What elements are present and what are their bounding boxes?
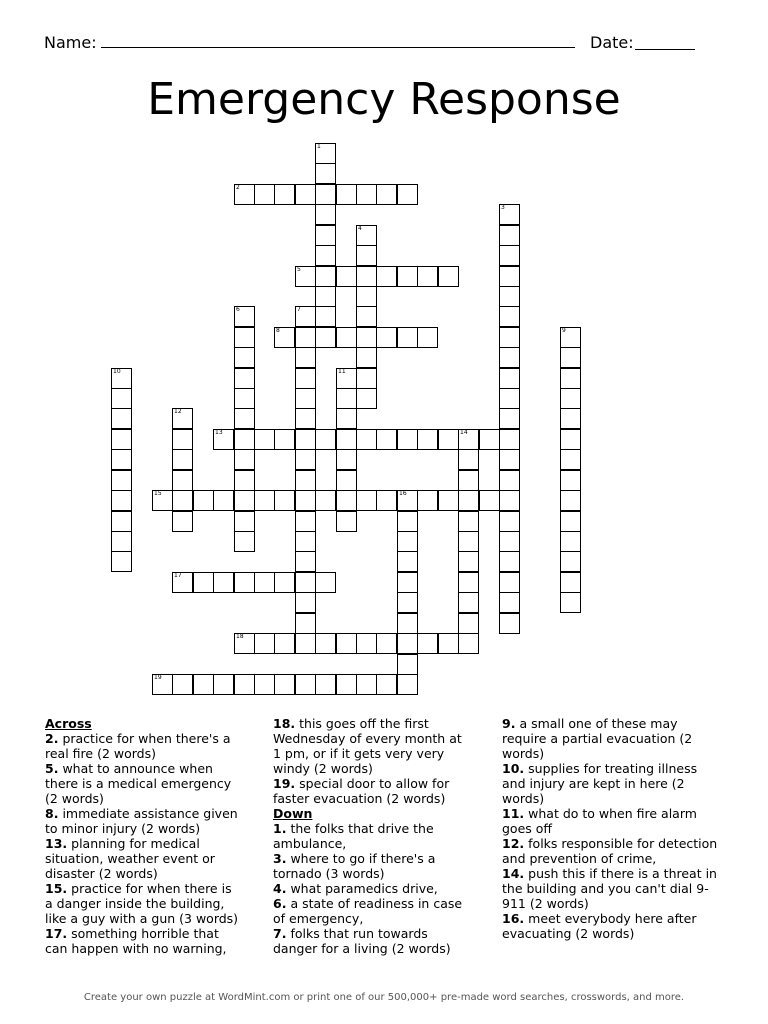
date-label: Date: bbox=[590, 33, 634, 52]
crossword-cell[interactable] bbox=[336, 408, 357, 429]
clue-number: 9. bbox=[502, 716, 516, 731]
crossword-cell[interactable] bbox=[111, 388, 132, 409]
crossword-cell[interactable] bbox=[560, 511, 581, 532]
crossword-cell[interactable] bbox=[336, 184, 357, 205]
crossword-cell[interactable] bbox=[397, 531, 418, 552]
crossword-cell[interactable] bbox=[111, 511, 132, 532]
crossword-cell[interactable] bbox=[560, 572, 581, 593]
crossword-cell[interactable] bbox=[417, 327, 438, 348]
clue-number: 3. bbox=[273, 851, 287, 866]
clue-down-4 bbox=[273, 881, 473, 896]
clue-across-19 bbox=[273, 776, 473, 806]
crossword-cell[interactable] bbox=[295, 511, 316, 532]
clue-number-label: 8 bbox=[276, 327, 280, 334]
clue-number-label: 1 bbox=[317, 143, 321, 150]
crossword-cell[interactable] bbox=[499, 429, 520, 450]
clue-number: 14. bbox=[502, 866, 525, 881]
crossword-cell[interactable] bbox=[295, 633, 316, 654]
clue-number-label: 18 bbox=[236, 633, 244, 640]
clue-number-label: 3 bbox=[501, 204, 505, 211]
crossword-cell[interactable] bbox=[397, 572, 418, 593]
crossword-cell[interactable] bbox=[336, 674, 357, 695]
clues-column-3 bbox=[502, 716, 718, 941]
crossword-cell[interactable] bbox=[234, 388, 255, 409]
clue-down-14 bbox=[502, 866, 718, 911]
clue-down-9 bbox=[502, 716, 718, 761]
crossword-cell[interactable] bbox=[417, 490, 438, 511]
crossword-cell[interactable] bbox=[295, 551, 316, 572]
clue-number-label: 4 bbox=[358, 225, 362, 232]
clue-number: 1. bbox=[273, 821, 287, 836]
crossword-cell[interactable] bbox=[193, 490, 214, 511]
crossword-cell[interactable] bbox=[254, 184, 275, 205]
clue-number: 16. bbox=[502, 911, 525, 926]
crossword-cell[interactable] bbox=[417, 266, 438, 287]
crossword-cell[interactable] bbox=[274, 490, 295, 511]
crossword-cell[interactable] bbox=[499, 225, 520, 246]
crossword-cell[interactable] bbox=[234, 449, 255, 470]
crossword-cell[interactable] bbox=[172, 572, 193, 593]
clue-number-label: 19 bbox=[154, 674, 162, 681]
crossword-cell[interactable] bbox=[560, 408, 581, 429]
crossword-cell[interactable] bbox=[499, 490, 520, 511]
across-heading: Across bbox=[45, 716, 92, 731]
crossword-cell[interactable] bbox=[356, 368, 377, 389]
clue-across-2 bbox=[45, 731, 243, 761]
crossword-cell[interactable] bbox=[336, 511, 357, 532]
crossword-cell[interactable] bbox=[152, 674, 173, 695]
crossword-cell[interactable] bbox=[499, 245, 520, 266]
clue-text: practice for when there's a real fire (2 words) bbox=[45, 731, 231, 761]
crossword-cell[interactable] bbox=[417, 633, 438, 654]
crossword-cell[interactable] bbox=[458, 511, 479, 532]
clue-number: 15. bbox=[45, 881, 68, 896]
crossword-cell[interactable] bbox=[234, 490, 255, 511]
clue-number: 2. bbox=[45, 731, 59, 746]
crossword-cell[interactable] bbox=[336, 327, 357, 348]
crossword-cell[interactable] bbox=[458, 531, 479, 552]
crossword-cell[interactable] bbox=[295, 613, 316, 634]
crossword-cell[interactable] bbox=[397, 327, 418, 348]
crossword-cell[interactable] bbox=[458, 633, 479, 654]
clue-number-label: 10 bbox=[113, 368, 121, 375]
clue-number: 5. bbox=[45, 761, 59, 776]
crossword-cell[interactable] bbox=[397, 551, 418, 572]
crossword-cell[interactable] bbox=[356, 184, 377, 205]
clue-number: 17. bbox=[45, 926, 68, 941]
crossword-cell[interactable] bbox=[499, 572, 520, 593]
crossword-cell[interactable] bbox=[193, 674, 214, 695]
clue-text: this goes off the first Wednesday of every month at 1 pm, or if it gets very very windy (2 words) bbox=[273, 716, 462, 776]
clue-down-16 bbox=[502, 911, 718, 941]
crossword-cell[interactable] bbox=[458, 449, 479, 470]
crossword-cell[interactable] bbox=[417, 429, 438, 450]
crossword-cell[interactable] bbox=[234, 368, 255, 389]
crossword-cell[interactable] bbox=[336, 633, 357, 654]
crossword-cell[interactable] bbox=[397, 633, 418, 654]
clue-down-7 bbox=[273, 926, 473, 956]
crossword-cell[interactable] bbox=[458, 429, 479, 450]
clue-text: what paramedics drive, bbox=[290, 881, 438, 896]
crossword-cell[interactable] bbox=[172, 511, 193, 532]
clue-across-17 bbox=[45, 926, 243, 956]
crossword-cell[interactable] bbox=[315, 204, 336, 225]
clue-across-18 bbox=[273, 716, 473, 776]
crossword-cell[interactable] bbox=[499, 286, 520, 307]
crossword-cell[interactable] bbox=[336, 388, 357, 409]
clue-text: folks responsible for detection and prevention of crime, bbox=[502, 836, 718, 866]
crossword-cell[interactable] bbox=[295, 327, 316, 348]
clue-number: 7. bbox=[273, 926, 287, 941]
clue-number-label: 16 bbox=[399, 490, 407, 497]
crossword-cell[interactable] bbox=[315, 143, 336, 164]
crossword-cell[interactable] bbox=[499, 470, 520, 491]
crossword-cell[interactable] bbox=[376, 429, 397, 450]
crossword-cell[interactable] bbox=[438, 266, 459, 287]
crossword-cell[interactable] bbox=[336, 266, 357, 287]
clue-text: a state of readiness in case of emergency, bbox=[273, 896, 463, 926]
crossword-cell[interactable] bbox=[111, 429, 132, 450]
crossword-cell[interactable] bbox=[295, 306, 316, 327]
crossword-cell[interactable] bbox=[560, 592, 581, 613]
crossword-cell[interactable] bbox=[499, 266, 520, 287]
crossword-cell[interactable] bbox=[499, 592, 520, 613]
crossword-cell[interactable] bbox=[172, 408, 193, 429]
clue-number-label: 14 bbox=[460, 429, 468, 436]
crossword-cell[interactable] bbox=[295, 449, 316, 470]
crossword-cell[interactable] bbox=[295, 368, 316, 389]
crossword-cell[interactable] bbox=[315, 572, 336, 593]
crossword-cell[interactable] bbox=[295, 674, 316, 695]
clue-down-12 bbox=[502, 836, 718, 866]
clue-text: supplies for treating illness and injury are kept in here (2 words) bbox=[502, 761, 698, 806]
crossword-cell[interactable] bbox=[315, 163, 336, 184]
crossword-cell[interactable] bbox=[356, 306, 377, 327]
crossword-cell[interactable] bbox=[234, 184, 255, 205]
crossword-cell[interactable] bbox=[274, 184, 295, 205]
crossword-cell[interactable] bbox=[376, 674, 397, 695]
clue-text: something horrible that can happen with no warning, bbox=[45, 926, 227, 956]
crossword-cell[interactable] bbox=[234, 674, 255, 695]
crossword-cell[interactable] bbox=[560, 470, 581, 491]
crossword-cell[interactable] bbox=[397, 511, 418, 532]
crossword-cell[interactable] bbox=[458, 572, 479, 593]
crossword-cell[interactable] bbox=[458, 490, 479, 511]
crossword-cell[interactable] bbox=[336, 470, 357, 491]
clue-text: the folks that drive the ambulance, bbox=[273, 821, 434, 851]
crossword-cell[interactable] bbox=[315, 286, 336, 307]
crossword-cell[interactable] bbox=[274, 429, 295, 450]
clue-number-label: 12 bbox=[174, 408, 182, 415]
crossword-cell[interactable] bbox=[152, 490, 173, 511]
crossword-cell[interactable] bbox=[295, 572, 316, 593]
crossword-cell[interactable] bbox=[274, 633, 295, 654]
crossword-cell[interactable] bbox=[274, 327, 295, 348]
clue-down-10 bbox=[502, 761, 718, 806]
clue-text: special door to allow for faster evacuation (2 words) bbox=[273, 776, 450, 806]
crossword-cell[interactable] bbox=[560, 490, 581, 511]
crossword-cell[interactable] bbox=[376, 266, 397, 287]
clue-number: 18. bbox=[273, 716, 296, 731]
crossword-cell[interactable] bbox=[234, 347, 255, 368]
crossword-cell[interactable] bbox=[560, 531, 581, 552]
clue-across-8 bbox=[45, 806, 243, 836]
crossword-cell[interactable] bbox=[254, 674, 275, 695]
clue-down-11 bbox=[502, 806, 718, 836]
crossword-cell[interactable] bbox=[458, 551, 479, 572]
crossword-cell[interactable] bbox=[336, 490, 357, 511]
crossword-cell[interactable] bbox=[295, 388, 316, 409]
crossword-cell[interactable] bbox=[274, 572, 295, 593]
crossword-cell[interactable] bbox=[295, 490, 316, 511]
crossword-cell[interactable] bbox=[213, 429, 234, 450]
crossword-cell[interactable] bbox=[560, 327, 581, 348]
crossword-cell[interactable] bbox=[560, 388, 581, 409]
crossword-cell[interactable] bbox=[234, 327, 255, 348]
name-label: Name: bbox=[44, 33, 97, 52]
crossword-cell[interactable] bbox=[356, 327, 377, 348]
clue-text: planning for medical situation, weather event or disaster (2 words) bbox=[45, 836, 215, 881]
crossword-cell[interactable] bbox=[254, 633, 275, 654]
crossword-cell[interactable] bbox=[315, 266, 336, 287]
crossword-cell[interactable] bbox=[397, 613, 418, 634]
crossword-cell[interactable] bbox=[499, 613, 520, 634]
clue-number: 19. bbox=[273, 776, 296, 791]
crossword-cell[interactable] bbox=[376, 327, 397, 348]
crossword-cell[interactable] bbox=[499, 368, 520, 389]
clue-number: 11. bbox=[502, 806, 525, 821]
crossword-cell[interactable] bbox=[356, 388, 377, 409]
crossword-cell[interactable] bbox=[560, 429, 581, 450]
crossword-cell[interactable] bbox=[111, 449, 132, 470]
crossword-cell[interactable] bbox=[315, 429, 336, 450]
crossword-cell[interactable] bbox=[254, 572, 275, 593]
clue-number: 10. bbox=[502, 761, 525, 776]
crossword-cell[interactable] bbox=[356, 347, 377, 368]
clue-across-5 bbox=[45, 761, 243, 806]
crossword-cell[interactable] bbox=[499, 449, 520, 470]
crossword-cell[interactable] bbox=[397, 429, 418, 450]
crossword-cell[interactable] bbox=[234, 470, 255, 491]
clues-column-2 bbox=[273, 716, 473, 956]
crossword-cell[interactable] bbox=[213, 674, 234, 695]
clue-number: 8. bbox=[45, 806, 59, 821]
clue-text: meet everybody here after evacuating (2 words) bbox=[502, 911, 697, 941]
clue-down-1 bbox=[273, 821, 473, 851]
crossword-cell[interactable] bbox=[499, 347, 520, 368]
crossword-cell[interactable] bbox=[295, 470, 316, 491]
crossword-cell[interactable] bbox=[295, 592, 316, 613]
clue-across-13 bbox=[45, 836, 243, 881]
crossword-cell[interactable] bbox=[315, 674, 336, 695]
crossword-cell[interactable] bbox=[295, 408, 316, 429]
crossword-cell[interactable] bbox=[111, 551, 132, 572]
crossword-cell[interactable] bbox=[458, 613, 479, 634]
crossword-cell[interactable] bbox=[111, 470, 132, 491]
crossword-cell[interactable] bbox=[336, 368, 357, 389]
crossword-cell[interactable] bbox=[295, 347, 316, 368]
down-heading: Down bbox=[273, 806, 313, 821]
crossword-cell[interactable] bbox=[560, 347, 581, 368]
crossword-cell[interactable] bbox=[315, 306, 336, 327]
crossword-cell[interactable] bbox=[560, 368, 581, 389]
crossword-cell[interactable] bbox=[438, 490, 459, 511]
crossword-cell[interactable] bbox=[234, 633, 255, 654]
footer-note: Create your own puzzle at WordMint.com or print one of our 500,000+ pre-made word searches, crosswords, and more. bbox=[83, 992, 685, 1003]
crossword-cell[interactable] bbox=[397, 490, 418, 511]
crossword-cell[interactable] bbox=[560, 449, 581, 470]
crossword-cell[interactable] bbox=[560, 551, 581, 572]
crossword-cell[interactable] bbox=[438, 633, 459, 654]
crossword-cell[interactable] bbox=[499, 408, 520, 429]
crossword-cell[interactable] bbox=[376, 633, 397, 654]
crossword-cell[interactable] bbox=[397, 184, 418, 205]
crossword-cell[interactable] bbox=[458, 592, 479, 613]
clue-text: practice for when there is a danger inside the building, like a guy with a gun (3 words) bbox=[45, 881, 239, 926]
clue-number-label: 9 bbox=[562, 327, 566, 334]
clue-number-label: 5 bbox=[297, 266, 301, 273]
crossword-cell[interactable] bbox=[234, 429, 255, 450]
clue-text: where to go if there's a tornado (3 words) bbox=[273, 851, 436, 881]
clue-number: 12. bbox=[502, 836, 525, 851]
crossword-cell[interactable] bbox=[111, 531, 132, 552]
crossword-cell[interactable] bbox=[213, 490, 234, 511]
crossword-cell[interactable] bbox=[234, 511, 255, 532]
crossword-cell[interactable] bbox=[397, 592, 418, 613]
clue-down-6 bbox=[273, 896, 473, 926]
crossword-cell[interactable] bbox=[376, 490, 397, 511]
crossword-cell[interactable] bbox=[295, 266, 316, 287]
crossword-cell[interactable] bbox=[397, 654, 418, 675]
crossword-cell[interactable] bbox=[376, 184, 397, 205]
crossword-cell[interactable] bbox=[172, 674, 193, 695]
crossword-cell[interactable] bbox=[499, 204, 520, 225]
crossword-cell[interactable] bbox=[397, 674, 418, 695]
crossword-cell[interactable] bbox=[234, 408, 255, 429]
clue-across-15 bbox=[45, 881, 243, 926]
crossword-cell[interactable] bbox=[172, 429, 193, 450]
crossword-cell[interactable] bbox=[397, 266, 418, 287]
clue-text: folks that run towards danger for a living (2 words) bbox=[273, 926, 451, 956]
clue-number-label: 6 bbox=[236, 306, 240, 313]
crossword-cell[interactable] bbox=[336, 449, 357, 470]
crossword-cell[interactable] bbox=[295, 429, 316, 450]
crossword-cell[interactable] bbox=[356, 266, 377, 287]
crossword-cell[interactable] bbox=[315, 327, 336, 348]
crossword-cell[interactable] bbox=[234, 306, 255, 327]
clue-number: 13. bbox=[45, 836, 68, 851]
crossword-cell[interactable] bbox=[172, 490, 193, 511]
crossword-cell[interactable] bbox=[315, 184, 336, 205]
crossword-cell[interactable] bbox=[356, 225, 377, 246]
crossword-cell[interactable] bbox=[111, 368, 132, 389]
crossword-cell[interactable] bbox=[295, 184, 316, 205]
crossword-cell[interactable] bbox=[499, 551, 520, 572]
crossword-cell[interactable] bbox=[356, 429, 377, 450]
crossword-cell[interactable] bbox=[254, 429, 275, 450]
clue-number-label: 7 bbox=[297, 306, 301, 313]
clue-number-label: 11 bbox=[338, 368, 346, 375]
crossword-cell[interactable] bbox=[315, 633, 336, 654]
crossword-cell[interactable] bbox=[274, 674, 295, 695]
clue-text: what do to when fire alarm goes off bbox=[502, 806, 697, 836]
crossword-cell[interactable] bbox=[254, 490, 275, 511]
puzzle-title: Emergency Response bbox=[147, 74, 621, 125]
crossword-cell[interactable] bbox=[499, 388, 520, 409]
crossword-cell[interactable] bbox=[193, 572, 214, 593]
crossword-cell[interactable] bbox=[499, 531, 520, 552]
crossword-cell[interactable] bbox=[479, 490, 500, 511]
clue-number-label: 17 bbox=[174, 572, 182, 579]
crossword-cell[interactable] bbox=[295, 531, 316, 552]
crossword-cell[interactable] bbox=[356, 490, 377, 511]
crossword-cell[interactable] bbox=[315, 245, 336, 266]
clue-down-3 bbox=[273, 851, 473, 881]
crossword-cell[interactable] bbox=[315, 490, 336, 511]
crossword-cell[interactable] bbox=[438, 429, 459, 450]
crossword-cell[interactable] bbox=[356, 674, 377, 695]
crossword-cell[interactable] bbox=[234, 531, 255, 552]
crossword-cell[interactable] bbox=[336, 429, 357, 450]
crossword-cell[interactable] bbox=[499, 511, 520, 532]
crossword-cell[interactable] bbox=[499, 327, 520, 348]
clue-number-label: 15 bbox=[154, 490, 162, 497]
crossword-cell[interactable] bbox=[172, 449, 193, 470]
crossword-cell[interactable] bbox=[172, 470, 193, 491]
clue-text: what to announce when there is a medical emergency (2 words) bbox=[45, 761, 232, 806]
crossword-cell[interactable] bbox=[479, 429, 500, 450]
clue-text: a small one of these may require a partial evacuation (2 words) bbox=[502, 716, 693, 761]
crossword-cell[interactable] bbox=[458, 470, 479, 491]
clues-column-1 bbox=[45, 716, 243, 956]
crossword-cell[interactable] bbox=[315, 225, 336, 246]
crossword-cell[interactable] bbox=[356, 286, 377, 307]
clue-text: push this if there is a threat in the building and you can't dial 9-911 (2 words) bbox=[502, 866, 717, 911]
crossword-cell[interactable] bbox=[111, 490, 132, 511]
crossword-cell[interactable] bbox=[499, 306, 520, 327]
crossword-cell[interactable] bbox=[356, 245, 377, 266]
clue-text: immediate assistance given to minor injury (2 words) bbox=[45, 806, 238, 836]
clue-number-label: 13 bbox=[215, 429, 223, 436]
clue-number: 4. bbox=[273, 881, 287, 896]
crossword-cell[interactable] bbox=[356, 633, 377, 654]
crossword-cell[interactable] bbox=[234, 572, 255, 593]
clue-number-label: 2 bbox=[236, 184, 240, 191]
clue-number: 6. bbox=[273, 896, 287, 911]
crossword-cell[interactable] bbox=[213, 572, 234, 593]
crossword-cell[interactable] bbox=[111, 408, 132, 429]
